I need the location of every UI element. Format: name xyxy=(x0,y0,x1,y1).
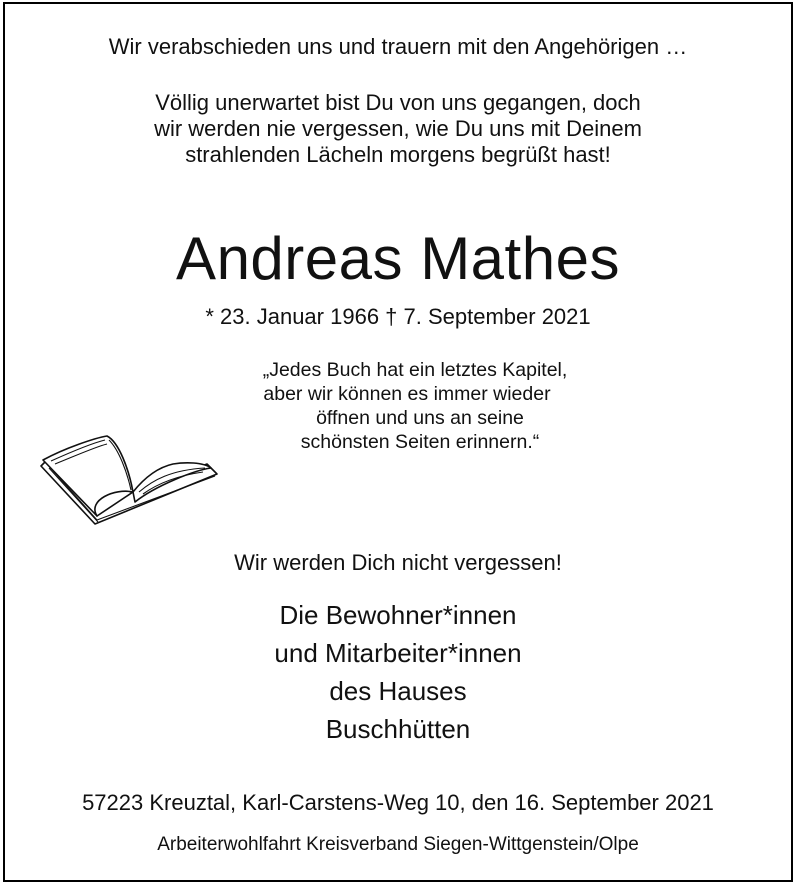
verse-line: strahlenden Lächeln morgens begrüßt hast! xyxy=(185,142,611,167)
life-dates: * 23. Januar 1966 † 7. September 2021 xyxy=(205,304,591,329)
sender xyxy=(5,596,791,748)
sender-line: und Mitarbeiter*innen xyxy=(274,638,522,668)
quote xyxy=(205,358,625,454)
verse-line: Völlig unerwartet bist Du von uns gegangen, doch xyxy=(155,90,641,115)
sender-line: des Hauses xyxy=(329,676,467,706)
quote-line: schönsten Seiten erinnern.“ xyxy=(300,431,540,453)
place-and-date: 57223 Kreuztal, Karl-Carstens-Weg 10, den 16. September 2021 xyxy=(82,790,714,815)
open-book-icon xyxy=(35,430,221,526)
intro-text: Wir verabschieden uns und trauern mit den Angehörigen … xyxy=(108,34,688,59)
sender-line: Die Bewohner*innen xyxy=(279,600,517,630)
sender-line: Buschhütten xyxy=(325,714,471,744)
obituary-notice xyxy=(3,2,793,882)
quote-line: öffnen und uns an seine xyxy=(316,407,524,429)
organization: Arbeiterwohlfahrt Kreisverband Siegen-Wittgenstein/Olpe xyxy=(157,834,639,855)
verse xyxy=(5,90,791,168)
remembrance-line: Wir werden Dich nicht vergessen! xyxy=(234,550,562,575)
quote-line: „Jedes Buch hat ein letztes Kapitel, xyxy=(262,359,568,381)
quote-line: aber wir können es immer wieder xyxy=(263,383,551,405)
verse-line: wir werden nie vergessen, wie Du uns mit Deinem xyxy=(154,116,642,141)
deceased-name: Andreas Mathes xyxy=(176,225,620,292)
